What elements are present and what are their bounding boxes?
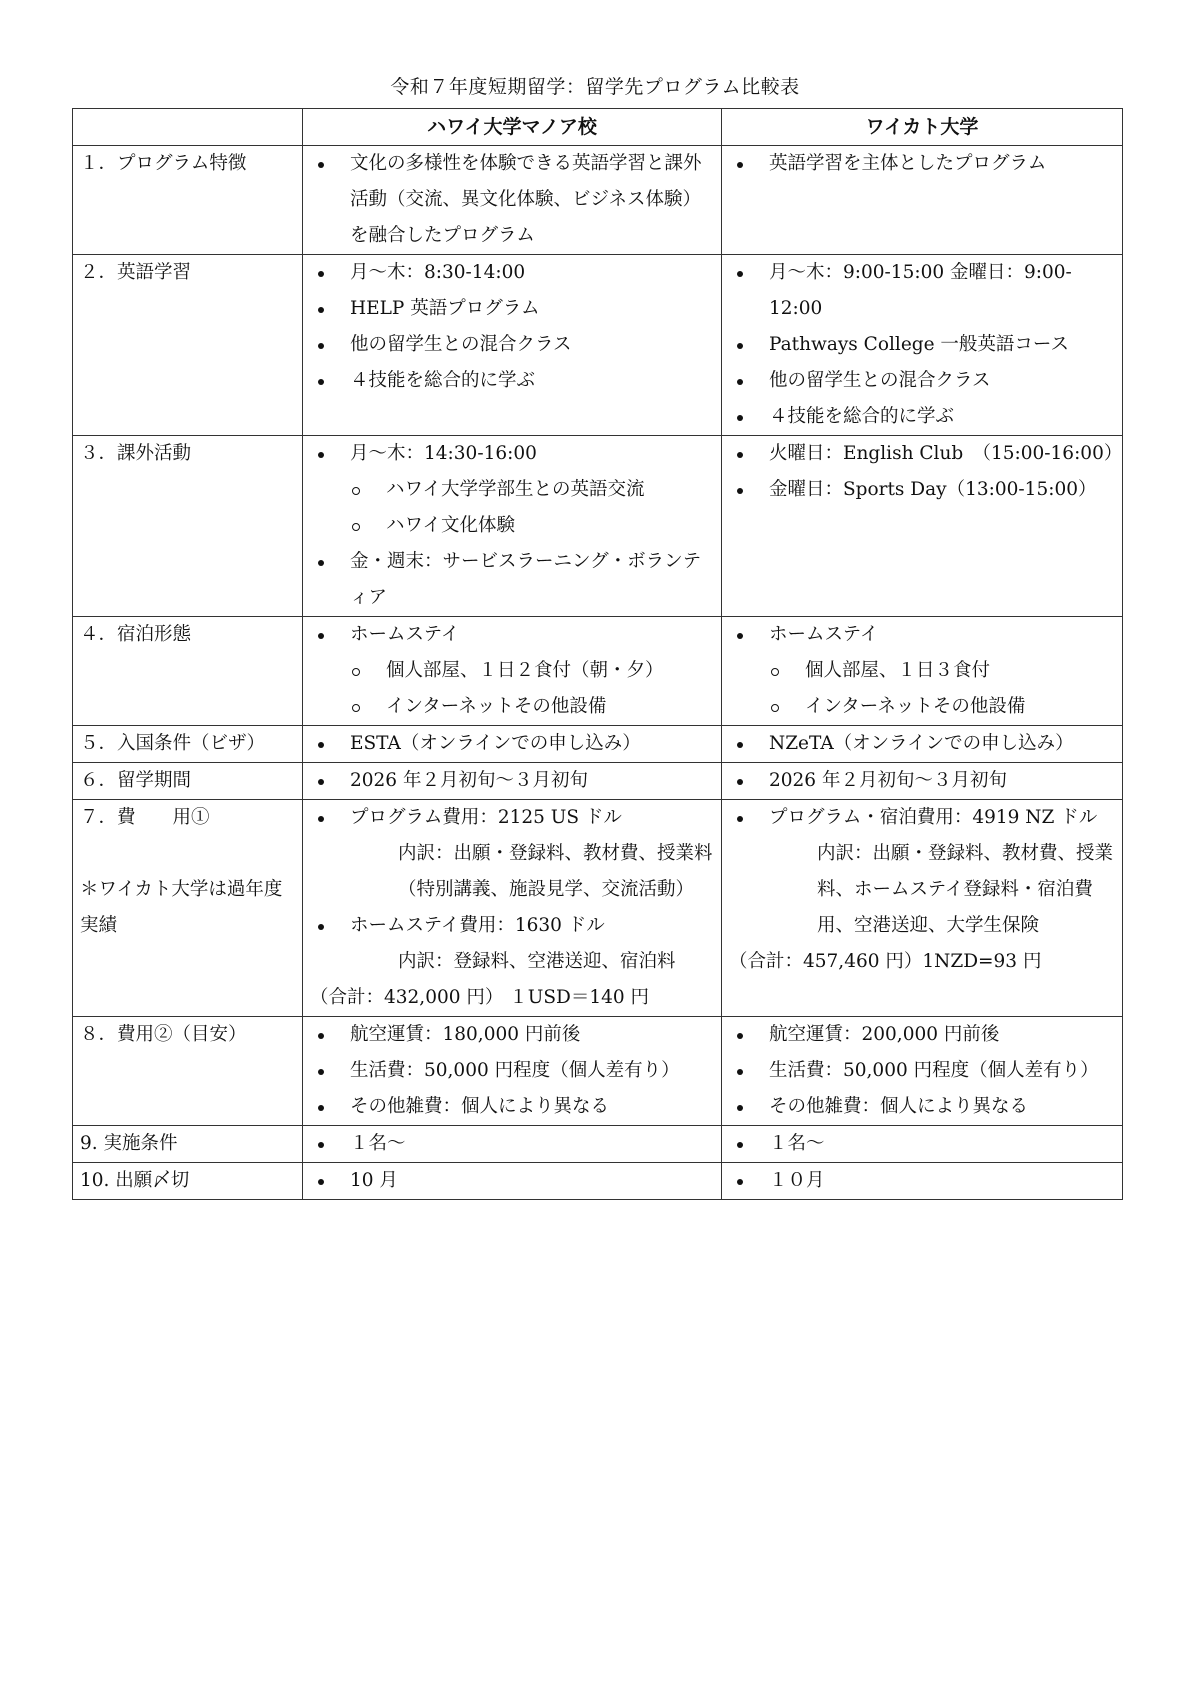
hawaii-cell (303, 1163, 722, 1200)
row-label: ４．宿泊形態 (73, 617, 303, 726)
comparison-table (72, 108, 1123, 1200)
list-item: HELP 英語プログラム (310, 291, 714, 327)
list-item: 月～木：8:30-14:00 (310, 255, 714, 291)
row-label: ６．留学期間 (73, 763, 303, 800)
list-item: 生活費：50,000 円程度（個人差有り） (310, 1053, 714, 1089)
list-item: ４技能を総合的に学ぶ (729, 399, 1115, 435)
list-item: 金・週末：サービスラーニング・ボランティア (310, 544, 714, 616)
list-item (310, 617, 714, 725)
table-row (73, 1163, 1123, 1200)
list-item-text: ホームステイ (350, 624, 460, 645)
row-label: ２．英語学習 (73, 255, 303, 436)
sub-list-item: 個人部屋、１日３食付 (769, 653, 1115, 689)
hawaii-cell (303, 726, 722, 763)
waikato-cell (722, 800, 1123, 1017)
list-item: NZeTA（オンラインでの申し込み） (729, 726, 1115, 762)
waikato-cell (722, 1163, 1123, 1200)
row-label: 9. 実施条件 (73, 1126, 303, 1163)
table-row (73, 800, 1123, 1017)
list-item: 10 月 (310, 1163, 714, 1199)
list-item: その他雑費：個人により異なる (310, 1089, 714, 1125)
list-item-text: ホームステイ費用：1630 ドル (350, 915, 605, 936)
waikato-cell (722, 617, 1123, 726)
hawaii-cell (303, 1126, 722, 1163)
list-item: 月～木：9:00-15:00 金曜日：9:00-12:00 (729, 255, 1115, 327)
list-item-text: プログラム費用：2125 US ドル (350, 807, 622, 828)
waikato-cell (722, 726, 1123, 763)
table-row (73, 1126, 1123, 1163)
table-row (73, 763, 1123, 800)
sub-list-item: ハワイ大学学部生との英語交流 (350, 472, 714, 508)
waikato-cell (722, 1017, 1123, 1126)
sub-list-item: ハワイ文化体験 (350, 508, 714, 544)
hawaii-cell (303, 255, 722, 436)
hawaii-cell (303, 800, 722, 1017)
list-item (729, 800, 1115, 944)
table-row (73, 146, 1123, 255)
table-row (73, 617, 1123, 726)
waikato-cell (722, 436, 1123, 617)
list-item: ４技能を総合的に学ぶ (310, 363, 714, 399)
list-item: 他の留学生との混合クラス (310, 327, 714, 363)
list-item-text: ホームステイ (769, 624, 879, 645)
row-label (73, 800, 303, 1017)
table-row (73, 1017, 1123, 1126)
document-title: 令和７年度短期留学：留学先プログラム比較表 (390, 76, 800, 98)
list-item (729, 617, 1115, 725)
cost-total: （合計：457,460 円）1NZD=93 円 (729, 951, 1042, 972)
list-item: 火曜日：English Club （15:00-16:00） (729, 436, 1115, 472)
hawaii-cell (303, 763, 722, 800)
list-item: その他雑費：個人により異なる (729, 1089, 1115, 1125)
list-item (310, 908, 714, 980)
sub-list-item: インターネットその他設備 (769, 689, 1115, 725)
list-item: 金曜日：Sports Day（13:00-15:00） (729, 472, 1115, 508)
sub-list-item: 個人部屋、１日２食付（朝・夕） (350, 653, 714, 689)
cost-breakdown: 内訳：出願・登録料、教材費、授業料、ホームステイ登録料・宿泊費用、空港送迎、大学生保険 (817, 843, 1114, 936)
list-item: 他の留学生との混合クラス (729, 363, 1115, 399)
row-label: ８．費用②（目安） (73, 1017, 303, 1126)
list-item: ESTA（オンラインでの申し込み） (310, 726, 714, 762)
list-item: 2026 年２月初旬～３月初旬 (729, 763, 1115, 799)
waikato-cell (722, 255, 1123, 436)
cost-total: （合計：432,000 円） １USD＝140 円 (310, 987, 650, 1008)
row-note: ＊ワイカト大学は過年度実績 (80, 879, 283, 936)
table-header-row (73, 109, 1123, 146)
table-row (73, 255, 1123, 436)
list-item: Pathways College 一般英語コース (729, 327, 1115, 363)
cost-breakdown: 内訳：登録料、空港送迎、宿泊料 (398, 951, 676, 972)
row-label: ３．課外活動 (73, 436, 303, 617)
list-item: 航空運賃：200,000 円前後 (729, 1017, 1115, 1053)
row-label: １．プログラム特徴 (73, 146, 303, 255)
list-item-text: 月～木：14:30-16:00 (350, 443, 537, 464)
row-label-text: ７．費 用① (80, 807, 210, 828)
list-item: 2026 年２月初旬～３月初旬 (310, 763, 714, 799)
table-row (73, 436, 1123, 617)
header-waikato: ワイカト大学 (722, 109, 1123, 146)
row-label: ５．入国条件（ビザ） (73, 726, 303, 763)
header-hawaii: ハワイ大学マノア校 (303, 109, 722, 146)
hawaii-cell (303, 617, 722, 726)
list-item: １０月 (729, 1163, 1115, 1199)
sub-list-item: インターネットその他設備 (350, 689, 714, 725)
list-item: １名～ (729, 1126, 1115, 1162)
hawaii-cell (303, 436, 722, 617)
waikato-cell (722, 1126, 1123, 1163)
hawaii-cell (303, 146, 722, 255)
list-item: １名～ (310, 1126, 714, 1162)
list-item-text: プログラム・宿泊費用：4919 NZ ドル (769, 807, 1098, 828)
list-item: 生活費：50,000 円程度（個人差有り） (729, 1053, 1115, 1089)
waikato-cell (722, 146, 1123, 255)
list-item (310, 800, 714, 908)
hawaii-cell (303, 1017, 722, 1126)
header-blank (73, 109, 303, 146)
row-label: 10. 出願〆切 (73, 1163, 303, 1200)
waikato-cell (722, 763, 1123, 800)
list-item: 英語学習を主体としたプログラム (729, 146, 1115, 182)
cost-breakdown: 内訳：出願・登録料、教材費、授業料（特別講義、施設見学、交流活動） (398, 843, 713, 900)
list-item: 航空運賃：180,000 円前後 (310, 1017, 714, 1053)
table-row (73, 726, 1123, 763)
list-item: 文化の多様性を体験できる英語学習と課外活動（交流、異文化体験、ビジネス体験）を融合したプログラム (310, 146, 714, 254)
list-item (310, 436, 714, 544)
